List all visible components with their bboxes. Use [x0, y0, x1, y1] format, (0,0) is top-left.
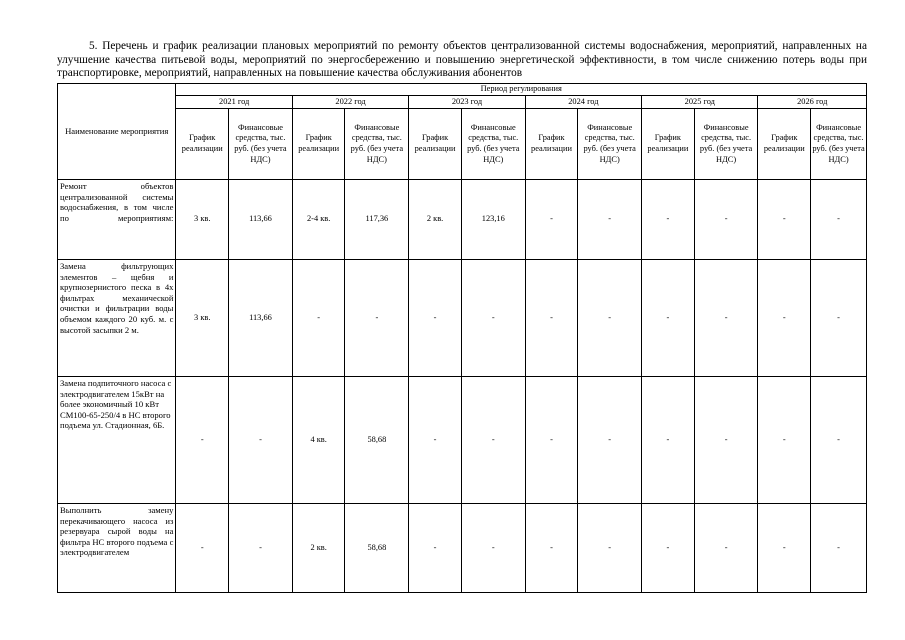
- schedule-cell: -: [642, 180, 695, 260]
- schedule-cell: -: [642, 377, 695, 504]
- name-column-header: Наименование мероприятия: [58, 84, 176, 180]
- finance-cell: -: [694, 504, 758, 593]
- finance-cell: -: [811, 260, 867, 377]
- year-header: 2024 год: [525, 96, 641, 109]
- finance-cell: 58,68: [345, 377, 409, 504]
- finance-cell: -: [694, 260, 758, 377]
- measure-name: Замена фильтрующих элементов – щебня и крупнозернистого песка в 4х фильтрах механической очистки и фильтрации воды объемом каждого 20 куб. м. с высотой засыпки 2 м.: [58, 260, 176, 377]
- schedule-header: График реализации: [642, 109, 695, 180]
- finance-cell: -: [694, 377, 758, 504]
- schedule-cell: -: [176, 377, 229, 504]
- schedule-cell: -: [292, 260, 345, 377]
- schedule-cell: -: [642, 504, 695, 593]
- schedule-cell: -: [176, 504, 229, 593]
- finance-cell: -: [694, 180, 758, 260]
- schedule-header: График реализации: [292, 109, 345, 180]
- year-header: 2021 год: [176, 96, 292, 109]
- schedule-cell: -: [758, 180, 811, 260]
- finance-cell: -: [229, 504, 293, 593]
- schedule-cell: -: [758, 504, 811, 593]
- year-header: 2025 год: [642, 96, 758, 109]
- schedule-header: График реализации: [409, 109, 462, 180]
- year-header: 2026 год: [758, 96, 867, 109]
- finance-cell: 117,36: [345, 180, 409, 260]
- finance-cell: -: [578, 260, 642, 377]
- finance-cell: -: [811, 504, 867, 593]
- finance-cell: -: [811, 377, 867, 504]
- year-header: 2023 год: [409, 96, 525, 109]
- finance-cell: -: [578, 377, 642, 504]
- finance-cell: 123,16: [461, 180, 525, 260]
- measure-name: Выполнить замену перекачивающего насоса из резервуара сырой воды на фильтра НС второго подъема с электродвигателем: [58, 504, 176, 593]
- schedule-cell: -: [525, 260, 578, 377]
- schedule-cell: -: [409, 377, 462, 504]
- schedule-header: График реализации: [525, 109, 578, 180]
- finance-cell: -: [811, 180, 867, 260]
- schedule-cell: -: [758, 260, 811, 377]
- finance-cell: -: [578, 504, 642, 593]
- schedule-cell: -: [642, 260, 695, 377]
- finance-cell: -: [578, 180, 642, 260]
- finance-cell: -: [229, 377, 293, 504]
- schedule-cell: -: [525, 180, 578, 260]
- finance-cell: -: [461, 504, 525, 593]
- plan-table: [57, 83, 867, 593]
- finance-header: Финансовые средства, тыс. руб. (без учета НДС): [578, 109, 642, 180]
- finance-header: Финансовые средства, тыс. руб. (без учета НДС): [345, 109, 409, 180]
- schedule-cell: -: [409, 504, 462, 593]
- table-row: [58, 180, 867, 260]
- section-heading: [57, 40, 867, 81]
- table-row: [58, 377, 867, 504]
- schedule-cell: 3 кв.: [176, 180, 229, 260]
- measure-name: Замена подпиточного насоса с электродвигателем 15кВт на более экономичный 10 кВт СМ100-65-250/4 в НС второго подъема ул. Стадионная, 6Б.: [58, 377, 176, 504]
- finance-cell: -: [461, 260, 525, 377]
- schedule-cell: 4 кв.: [292, 377, 345, 504]
- schedule-header: График реализации: [758, 109, 811, 180]
- schedule-cell: -: [525, 504, 578, 593]
- finance-cell: 113,66: [229, 260, 293, 377]
- table-row: [58, 260, 867, 377]
- year-header: 2022 год: [292, 96, 408, 109]
- finance-cell: 113,66: [229, 180, 293, 260]
- section-heading-text: 5. Перечень и график реализации плановых мероприятий по ремонту объектов централизованной системы водоснабжения, мероприятий, направленных на улучшение качества питьевой воды, мероприятий по энергосбережению и повышению энергетической эффективности, в том числе снижению потерь воды при транспортировке, мероприятий, направленных на повышение качества обслуживания абонентов: [57, 40, 867, 79]
- table-row: [58, 504, 867, 593]
- finance-cell: -: [345, 260, 409, 377]
- schedule-cell: 2-4 кв.: [292, 180, 345, 260]
- schedule-header: График реализации: [176, 109, 229, 180]
- finance-cell: -: [461, 377, 525, 504]
- schedule-cell: 2 кв.: [409, 180, 462, 260]
- finance-header: Финансовые средства, тыс. руб. (без учета НДС): [229, 109, 293, 180]
- schedule-cell: 2 кв.: [292, 504, 345, 593]
- measure-name: Ремонт объектов централизованной системы водоснабжения, в том числе по мероприятиям:: [58, 180, 176, 260]
- finance-header: Финансовые средства, тыс. руб. (без учета НДС): [694, 109, 758, 180]
- finance-cell: 58,68: [345, 504, 409, 593]
- finance-header: Финансовые средства, тыс. руб. (без учета НДС): [811, 109, 867, 180]
- schedule-cell: -: [758, 377, 811, 504]
- schedule-cell: 3 кв.: [176, 260, 229, 377]
- schedule-cell: -: [409, 260, 462, 377]
- finance-header: Финансовые средства, тыс. руб. (без учета НДС): [461, 109, 525, 180]
- schedule-cell: -: [525, 377, 578, 504]
- period-header: Период регулирования: [176, 84, 867, 96]
